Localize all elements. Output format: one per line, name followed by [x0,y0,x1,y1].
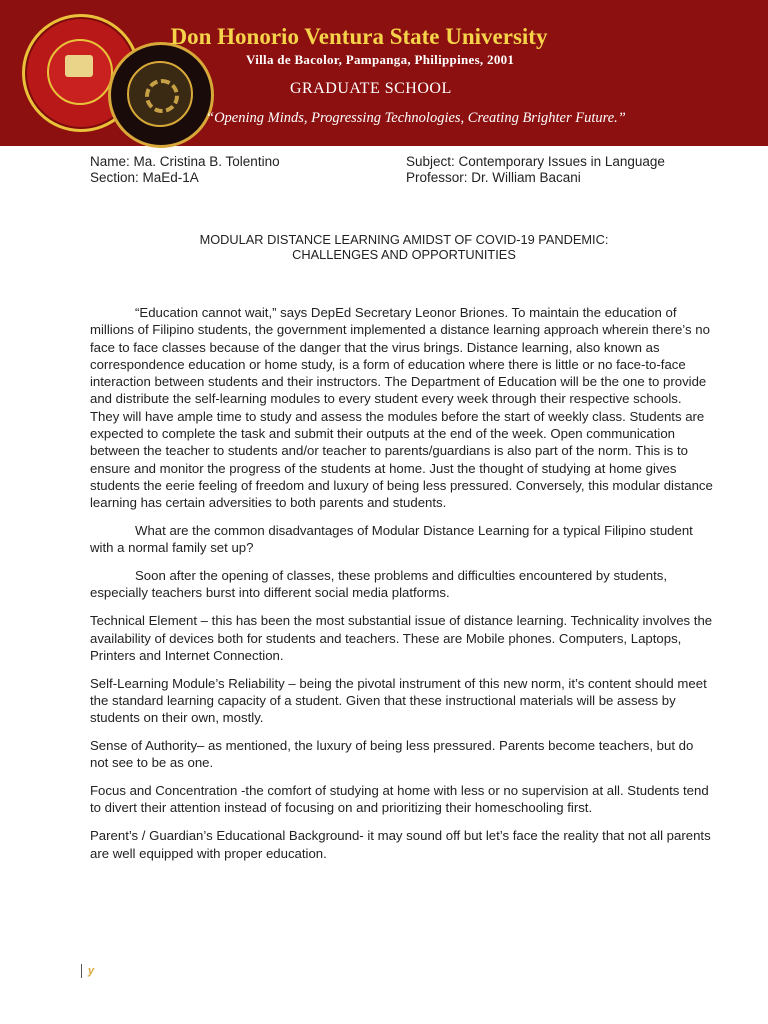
student-section: Section: MaEd-1A [90,170,199,185]
page-number: y [88,965,95,977]
paragraph: Focus and Concentration -the comfort of studying at home with less or no supervision at all. Students tend to divert their attention instead of focusing on and prioritizing their homeschooling first. [90,783,709,816]
paragraph: “Education cannot wait,” says DepEd Secretary Leonor Briones. To maintain the education of millions of Filipino students, the government implemented a distance learning approach wherein there’s no face to face classes because of the danger that the virus brings. Distance learning, also known as correspondence education or home study, is a form of education where there is little or no face-to-face interaction between students and their instructors. The Department of Education will be the one to provide and distribute the self-learning modules to every student every week through their respective schools. They will have ample time to study and assess the modules before the start of weekly class. Students are expected to complete the task and submit their outputs at the end of the week. Open communication between the teacher to students and/or teacher to parents/guardians is also part of the norm. This is to ensure and monitor the progress of the students at home. Just the thought of studying at home gives students the eerie feeling of freedom and luxury of being less pressured. Conversely, this modular distance learning has certain adversities to both parents and students. [90,305,713,511]
paragraph: Technical Element – this has been the most substantial issue of distance learning. Technicality involves the availability of devices both for students and teachers. These are Mobile phones. Computers, Laptops, Printers and Internet Connection. [90,613,713,663]
school-name: GRADUATE SCHOOL [290,80,452,97]
page-footer [81,962,94,978]
professor: Professor: Dr. William Bacani [406,170,581,185]
student-name: Name: Ma. Cristina B. Tolentino [90,154,280,169]
footer-divider [81,964,82,978]
paragraph: Soon after the opening of classes, these problems and difficulties encountered by students, especially teachers burst into different social media platforms. [90,568,667,601]
document-title [90,232,718,262]
gear-icon [145,79,179,113]
document-body [90,304,714,872]
paragraph: Self-Learning Module’s Reliability – being the pivotal instrument of this new norm, it’s content should meet the standard learning capacity of a student. Given that these instructional materials will be assess by students on their own, mostly. [90,675,707,726]
university-name: Don Honorio Ventura State University [170,24,548,49]
book-icon [65,55,93,77]
subject: Subject: Contemporary Issues in Language [406,154,665,169]
paragraph: Parent’s / Guardian’s Educational Background- it may sound off but let’s face the reality that not all parents are well equipped with proper education. [90,828,711,861]
paragraph: What are the common disadvantages of Modular Distance Learning for a typical Filipino student with a normal family set up? [90,523,693,556]
header-banner [0,0,768,146]
motto: “Opening Minds, Progressing Technologies, Creating Brighter Future.” [206,110,626,126]
university-address: Villa de Bacolor, Pampanga, Philippines, 2001 [246,52,515,67]
paragraph: Sense of Authority– as mentioned, the luxury of being less pressured. Parents become teachers, but do not see to be as one. [90,738,694,771]
graduate-school-seal-logo [108,42,214,148]
title-line-2: CHALLENGES AND OPPORTUNITIES [292,247,516,262]
title-line-1: MODULAR DISTANCE LEARNING AMIDST OF COVID-19 PANDEMIC: [199,232,609,247]
